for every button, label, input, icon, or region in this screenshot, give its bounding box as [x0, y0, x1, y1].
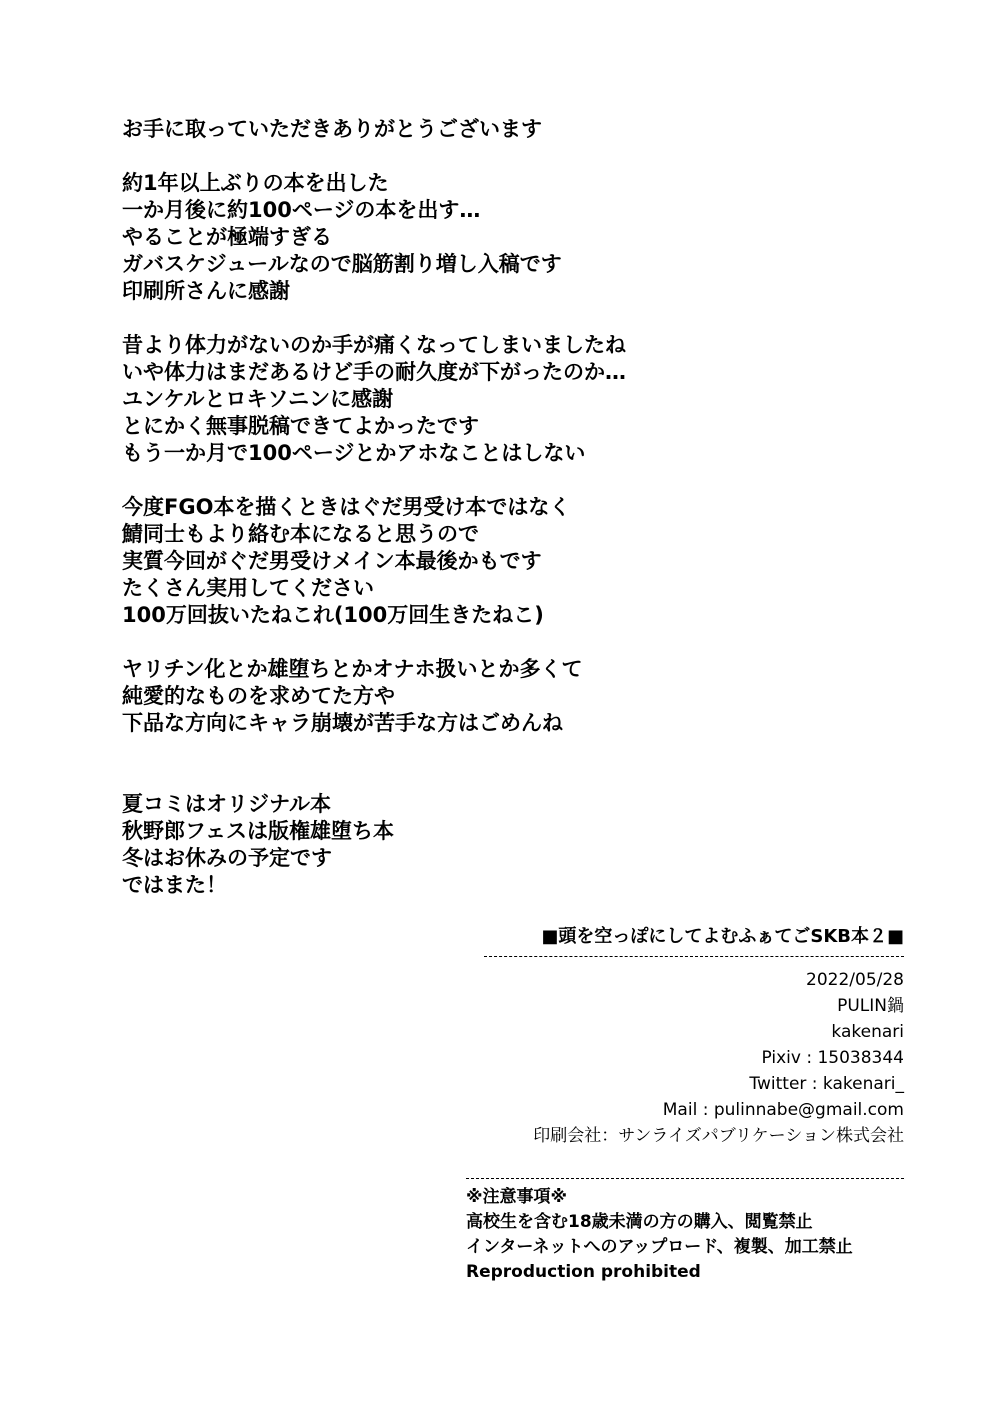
afterword-line: 純愛的なものを求めてた方や	[122, 684, 395, 708]
afterword-line: 約1年以上ぶりの本を出した	[122, 171, 389, 195]
afterword-line: 秋野郎フェスは版権雄堕ち本	[122, 819, 394, 843]
afterword-paragraph	[122, 170, 722, 305]
afterword-line: ユンケルとロキソニンに感謝	[122, 387, 394, 411]
publication-info	[484, 967, 904, 1149]
notice-heading: ※注意事項※	[466, 1187, 568, 1207]
afterword-line: 実質今回がぐだ男受けメイン本最後かもです	[122, 549, 542, 573]
afterword-line: 昔より体力がないのか手が痛くなってしまいましたね	[122, 333, 626, 357]
afterword-line: いや体力はまだあるけど手の耐久度が下がったのか…	[122, 360, 626, 384]
afterword-line: やることが極端すぎる	[122, 225, 332, 249]
afterword-line: 夏コミはオリジナル本	[122, 792, 331, 816]
afterword-line: お手に取っていただきありがとうございます	[122, 117, 542, 141]
notice-block	[466, 1178, 904, 1285]
colophon-block	[484, 924, 904, 1149]
afterword-paragraph	[122, 332, 722, 467]
afterword-line: ヤリチン化とか雄堕ちとかオナホ扱いとか多くて	[122, 657, 583, 681]
afterword-paragraph	[122, 656, 722, 737]
afterword-line: ガバスケジュールなので脳筋割り増し入稿です	[122, 252, 562, 276]
circle-name: PULIN鍋	[837, 996, 904, 1016]
printer-name: 印刷会社：サンライズパブリケーション株式会社	[533, 1126, 904, 1146]
afterword-line: 冬はお休みの予定です	[122, 846, 332, 870]
dashed-divider	[466, 1178, 904, 1179]
afterword-line: 下品な方向にキャラ崩壊が苦手な方はごめんね	[122, 711, 563, 735]
pixiv-id: Pixiv : 15038344	[761, 1048, 904, 1068]
afterword-paragraph	[122, 494, 722, 629]
dashed-divider	[484, 956, 904, 957]
notice-line: Reproduction prohibited	[466, 1262, 701, 1282]
author-name: kakenari	[831, 1022, 904, 1042]
book-title: ■頭を空っぽにしてよむふぁてごSKB本２■	[541, 926, 904, 947]
notice-line: インターネットへのアップロード、複製、加工禁止	[466, 1237, 853, 1257]
afterword-line: 一か月後に約100ページの本を出す…	[122, 198, 481, 222]
afterword-line: 今度FGO本を描くときはぐだ男受け本ではなく	[122, 495, 571, 519]
afterword-text	[122, 116, 722, 926]
afterword-line: とにかく無事脱稿できてよかったです	[122, 414, 479, 438]
afterword-line: 鯖同士もより絡む本になると思うので	[122, 522, 479, 546]
afterword-line: ではまた！	[122, 873, 227, 897]
afterword-line: たくさん実用してください	[122, 576, 374, 600]
mail-address: Mail : pulinnabe@gmail.com	[662, 1100, 904, 1120]
afterword-line: 印刷所さんに感謝	[122, 279, 290, 303]
publication-date: 2022/05/28	[806, 970, 904, 990]
afterword-paragraph	[122, 791, 722, 899]
afterword-paragraph	[122, 116, 722, 143]
notice-line: 高校生を含む18歳未満の方の購入、閲覧禁止	[466, 1212, 813, 1232]
afterword-line: もう一か月で100ページとかアホなことはしない	[122, 441, 586, 465]
afterword-line: 100万回抜いたねこれ(100万回生きたねこ)	[122, 603, 544, 627]
twitter-handle: Twitter : kakenari_	[749, 1074, 904, 1094]
